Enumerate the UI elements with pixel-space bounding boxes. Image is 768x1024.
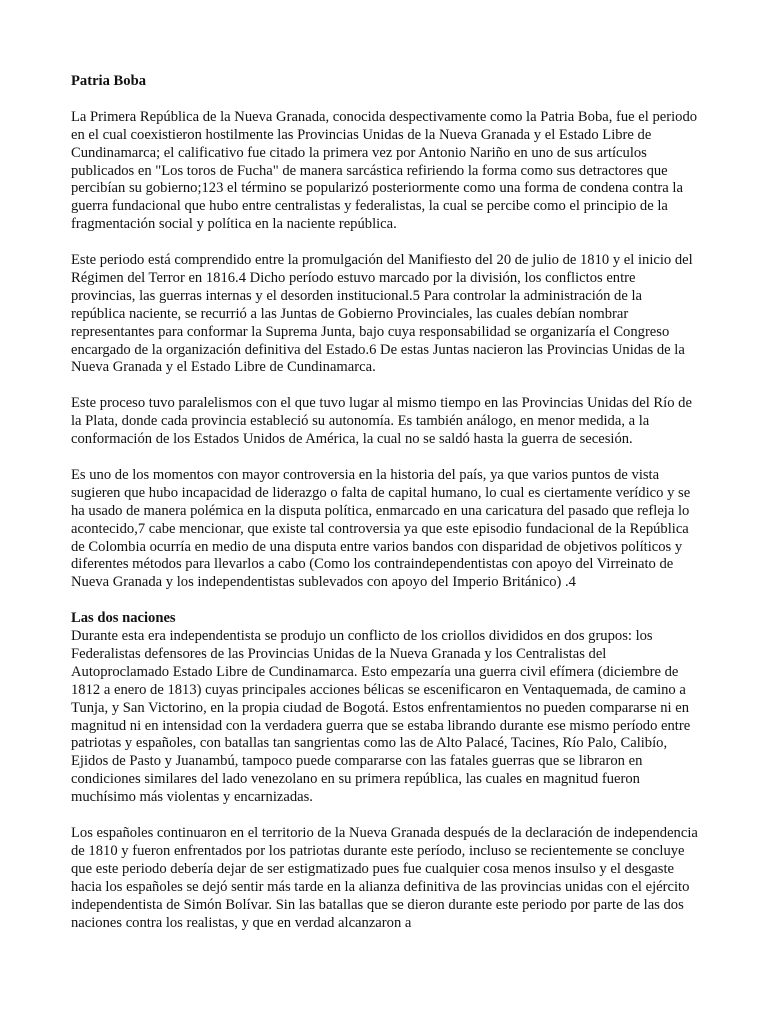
paragraph-controversy: Es uno de los momentos con mayor controversia en la historia del país, ya que varios puntos de vista sugieren que hubo incapacidad de liderazgo o falta de capital humano, lo cual es ciertamente verídico y se ha usado de manera polémica en la disputa política, enmarcado en una caricatura del pasado que refleja lo acontecido,7 cabe mencionar, que existe tal controversia ya que este episodio fundacional de la República de Colombia ocurría en medio de una disputa entre varios bandos con disparidad de objetivos políticos y diferentes métodos para llevarlos a cabo (Como los contraindependentistas con apoyo del Virreinato de Nueva Granada y los independentistas sublevados con apoyo del Imperio Británico) .4: [71, 466, 691, 591]
paragraph-spaniards: Los españoles continuaron en el territorio de la Nueva Granada después de la declaración de independencia de 1810 y fueron enfrentados por los patriotas durante este período, incluso se recientemente se concluye que este periodo debería dejar de ser estigmatizado pues fue cualquier cosa menos insulso y el desgaste hacia los españoles se dejó sentir más tarde en la alianza definitiva de las provincias unidas con el ejército independentista de Simón Bolívar. Sin las batallas que se dieron durante este periodo por parte de las dos naciones contra los realistas, y que en verdad alcanzaron a: [71, 824, 698, 931]
document-page: [71, 73, 699, 950]
paragraph-intro: La Primera República de la Nueva Granada, conocida despectivamente como la Patria Boba, fue el periodo en el cual coexistieron hostilmente las Provincias Unidas de la Nueva Granada y el Estado Libre de Cundinamarca; el calificativo fue citado la primera vez por Antonio Nariño en uno de sus artículos publicados en "Los toros de Fucha" de manera sarcástica refiriendo la forma como sus detractores que percibían su gobierno;123 el término se popularizó posteriormente como una forma de condena contra la guerra fundacional que hubo entre centralistas y federalistas, la cual se percibe como el principio de la fragmentación social y política en la naciente república.: [71, 108, 698, 233]
paragraph-period: Este periodo está comprendido entre la promulgación del Manifiesto del 20 de julio de 1810 y el inicio del Régimen del Terror en 1816.4 Dicho período estuvo marcado por la división, los conflictos entre provincias, las guerras internas y el desorden institucional.5 Para controlar la administración de la república naciente, se recurrió a las Juntas de Gobierno Provinciales, las cuales debían nombrar representantes para conformar la Suprema Junta, bajo cuya responsabilidad se organizaría el Congreso encargado de la organización definitiva del Estado.6 De estas Juntas nacieron las Provincias Unidas de la Nueva Granada y el Estado Libre de Cundinamarca.: [71, 252, 693, 376]
paragraph-two-nations: Durante esta era independentista se produjo un conflicto de los criollos divididos en dos grupos: los Federalistas defensores de las Provincias Unidas de la Nueva Granada y los Centralistas del Autoproclamado Estado Libre de Cundinamarca. Esto empezaría una guerra civil efímera (diciembre de 1812 a enero de 1813) cuyas principales acciones bélicas se escenificaron en Ventaquemada, de camino a Tunja, y San Victorino, en la propia ciudad de Bogotá. Estos enfrentamientos no pueden compararse ni en magnitud ni en intensidad con la verdadera guerra que se estaba librando durante ese mismo período entre patriotas y españoles, con batallas tan sangrientas como las de Alto Palacé, Tacines, Río Palo, Calibío, Ejidos de Pasto y Juanambú, tampoco puede compararse con las fatales guerras que se libraron en condiciones similares del lado venezolano en su primera república, las cuales en magnitud fueron muchísimo más violentas y encarnizadas.: [71, 628, 691, 806]
section-title: Las dos naciones: [71, 610, 176, 627]
document-title: Patria Boba: [71, 73, 146, 89]
paragraph-parallels: Este proceso tuvo paralelismos con el que tuvo lugar al mismo tiempo en las Provincias Unidas del Río de la Plata, donde cada provincia estableció su autonomía. Es también análogo, en menor medida, a la conformación de los Estados Unidos de América, la cual no se saldó hasta la guerra de secesión.: [71, 395, 692, 448]
